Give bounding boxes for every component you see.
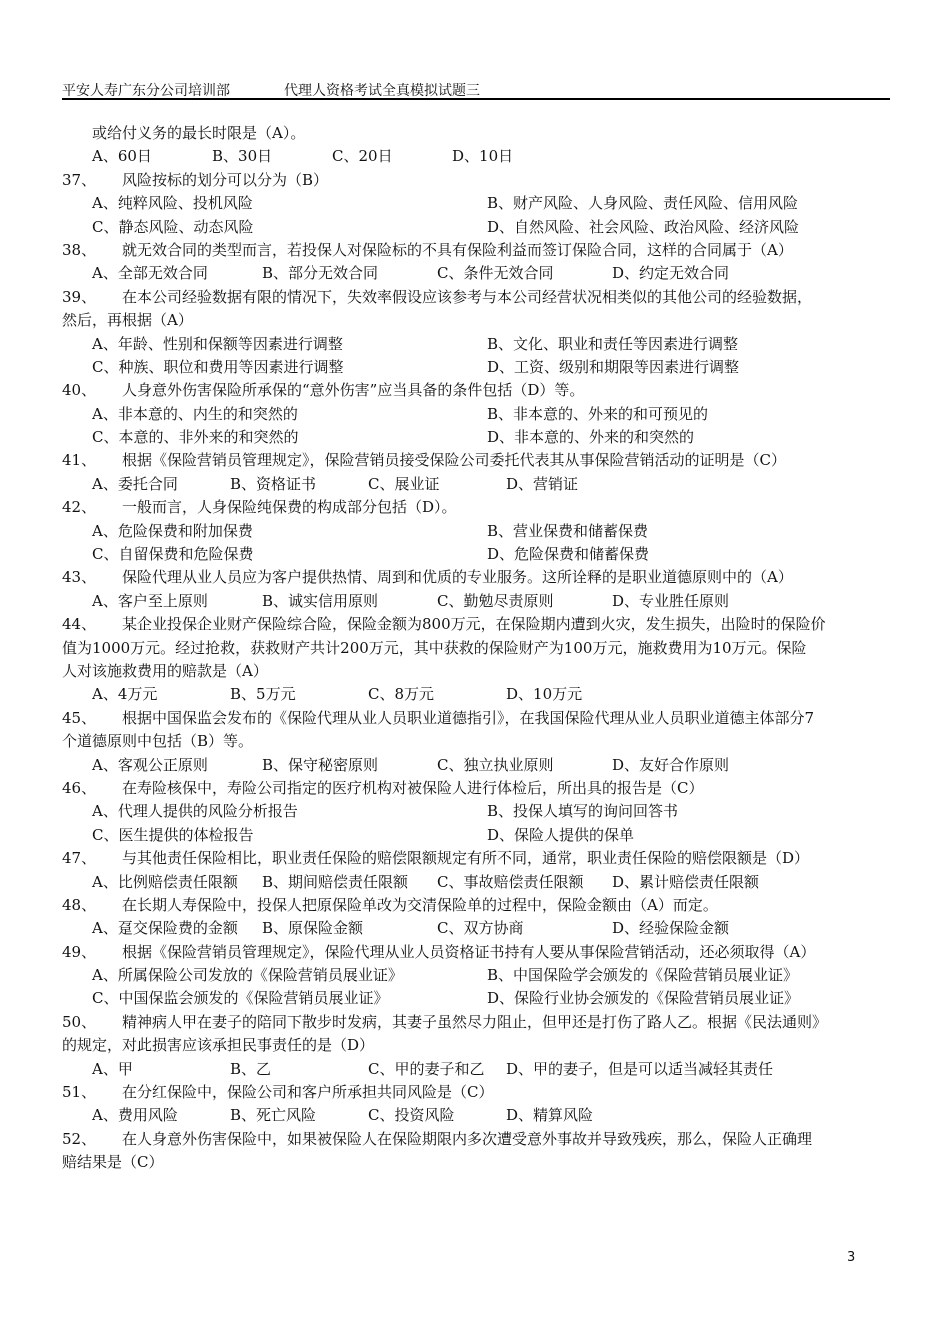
question-text: 在人身意外伤害保险中，如果被保险人在保险期限内多次遭受意外事故并导致残疾，那么，保险人正确理 [122, 1129, 813, 1148]
option: C、中国保监会颁发的《保险营销员展业证》 [92, 989, 389, 1008]
option: A、客观公正原则 [92, 755, 208, 774]
question-stem [62, 239, 890, 262]
option-row [62, 824, 890, 847]
question-list [62, 122, 890, 1175]
question-stem [62, 613, 890, 636]
option: B、投保人填写的询问回答书 [487, 802, 679, 821]
option: B、保守秘密原则 [262, 755, 379, 774]
question-text: 保险代理从业人员应为客户提供热情、周到和优质的专业服务。这所诠释的是职业道德原则中的（A） [122, 568, 793, 587]
option: B、财产风险、人身风险、责任风险、信用风险 [487, 194, 799, 213]
option: C、20日 [332, 147, 393, 166]
question-number: 52、 [62, 1129, 97, 1148]
option-row [62, 1058, 890, 1081]
option: A、年龄、性别和保额等因素进行调整 [92, 334, 343, 353]
question-number: 37、 [62, 170, 97, 189]
question-text: 一般而言，人身保险纯保费的构成部分包括（D）。 [122, 498, 457, 517]
option: C、投资风险 [368, 1106, 455, 1125]
option-row [62, 520, 890, 543]
question-text: 人身意外伤害保险所承保的“意外伤害”应当具备的条件包括（D）等。 [122, 381, 585, 400]
question-number: 46、 [62, 778, 97, 797]
option: A、趸交保险费的金额 [92, 919, 238, 938]
option: A、非本意的、内生的和突然的 [92, 404, 298, 423]
option-row [62, 216, 890, 239]
option: D、非本意的、外来的和突然的 [487, 428, 695, 447]
option: B、5万元 [230, 685, 296, 704]
option: D、营销证 [506, 474, 579, 493]
option-row [62, 964, 890, 987]
question-text-continued: 人对该施救费用的赔款是（A） [62, 662, 268, 680]
option-row [62, 800, 890, 823]
option: A、委托合同 [92, 474, 178, 493]
option-row [62, 473, 890, 496]
question-text: 根据中国保监会发布的《保险代理从业人员职业道德指引》，在我国保险代理从业人员职业道德主体部分7 [122, 708, 815, 727]
option: D、10万元 [506, 685, 583, 704]
option: C、8万元 [368, 685, 435, 704]
option: B、部分无效合同 [262, 264, 379, 283]
option: C、双方协商 [437, 919, 524, 938]
question-number: 47、 [62, 849, 97, 868]
question-number: 40、 [62, 381, 97, 400]
question-number: 39、 [62, 287, 97, 306]
option: C、医生提供的体检报告 [92, 825, 254, 844]
option: B、中国保险学会颁发的《保险营销员展业证》 [487, 966, 799, 985]
option: A、比例赔偿责任限额 [92, 872, 238, 891]
option: B、原保险金额 [262, 919, 364, 938]
page-number: 3 [847, 1250, 856, 1265]
option-row [62, 590, 890, 613]
question-stem [62, 1081, 890, 1104]
option: C、本意的、非外来的和突然的 [92, 428, 299, 447]
question-text-continued: 的规定，对此损害应该承担民事责任的是（D） [62, 1036, 375, 1055]
option: B、死亡风险 [230, 1106, 317, 1125]
question-number: 49、 [62, 942, 97, 961]
option-row [62, 333, 890, 356]
option: D、约定无效合同 [612, 264, 730, 283]
option: D、经验保险金额 [612, 919, 730, 938]
option: A、危险保费和附加保费 [92, 521, 253, 540]
question-stem [62, 894, 890, 917]
option: C、种族、职位和费用等因素进行调整 [92, 357, 344, 376]
question-number: 50、 [62, 1012, 97, 1031]
question-text: 风险按标的划分可以分为（B） [122, 170, 329, 189]
carryover-text: 或给付义务的最长时限是（A）。 [92, 124, 306, 142]
option: C、事故赔偿责任限额 [437, 872, 584, 891]
option: D、甲的妻子，但是可以适当减轻其责任 [506, 1059, 774, 1078]
question-stem [62, 496, 890, 519]
question-text-continued: 值为1000万元。经过抢救，获救财产共计200万元，其中获救的保险财产为100万元，施救费用为10万元。保险 [62, 638, 807, 657]
option: A、费用风险 [92, 1106, 178, 1125]
question-stem [62, 1011, 890, 1034]
question-stem [62, 941, 890, 964]
option: A、纯粹风险、投机风险 [92, 194, 253, 213]
header-org: 平安人寿广东分公司培训部 [62, 83, 230, 99]
question-stem [62, 847, 890, 870]
option: C、静态风险、动态风险 [92, 217, 254, 236]
option-row [62, 917, 890, 940]
option: B、30日 [212, 147, 273, 166]
option: A、全部无效合同 [92, 264, 208, 283]
option: B、诚实信用原则 [262, 591, 379, 610]
option: A、代理人提供的风险分析报告 [92, 802, 298, 821]
question-text: 在寿险核保中，寿险公司指定的医疗机构对被保险人进行体检后，所出具的报告是（C） [122, 778, 704, 797]
question-number: 43、 [62, 568, 97, 587]
option-row [62, 683, 890, 706]
question-number: 51、 [62, 1083, 97, 1102]
question-number: 48、 [62, 895, 97, 914]
option: B、乙 [230, 1059, 272, 1078]
question-number: 38、 [62, 240, 97, 259]
option: C、勤勉尽责原则 [437, 591, 554, 610]
option: B、文化、职业和责任等因素进行调整 [487, 334, 739, 353]
question-number: 45、 [62, 708, 97, 727]
option-row [62, 871, 890, 894]
option: D、精算风险 [506, 1106, 594, 1125]
option: A、4万元 [92, 685, 158, 704]
option: C、条件无效合同 [437, 264, 554, 283]
question-stem [62, 566, 890, 589]
question-stem [62, 169, 890, 192]
option: D、保险行业协会颁发的《保险营销员展业证》 [487, 989, 800, 1008]
question-text: 在分红保险中，保险公司和客户所承担共同风险是（C） [122, 1083, 494, 1102]
question-text-continued: 个道德原则中包括（B）等。 [62, 732, 254, 751]
option-row [62, 754, 890, 777]
question-text-continued: 然后，再根据（A） [62, 311, 193, 330]
option-row [62, 1104, 890, 1127]
option: C、展业证 [368, 474, 440, 493]
option: D、10日 [452, 147, 514, 166]
question-stem [62, 379, 890, 402]
question-text: 与其他责任保险相比，职业责任保险的赔偿限额规定有所不同，通常，职业责任保险的赔偿限额是（D） [122, 849, 810, 868]
option-row [62, 192, 890, 215]
question-stem [62, 1128, 890, 1151]
option: C、自留保费和危险保费 [92, 545, 254, 564]
option-row [62, 543, 890, 566]
question-text: 就无效合同的类型而言，若投保人对保险标的不具有保险利益而签订保险合同，这样的合同属于（A） [122, 240, 793, 259]
page-header [62, 76, 890, 100]
question-number: 41、 [62, 451, 97, 470]
option: D、危险保费和储蓄保费 [487, 545, 650, 564]
question-text: 精神病人甲在妻子的陪同下散步时发病，其妻子虽然尽力阻止，但甲还是打伤了路人乙。根据《民法通则》 [122, 1012, 828, 1031]
header-title: 代理人资格考试全真模拟试题三 [284, 83, 480, 99]
option: D、工资、级别和期限等因素进行调整 [487, 357, 740, 376]
question-text-continued: 赔结果是（C） [62, 1153, 164, 1172]
question-text: 在本公司经验数据有限的情况下，失效率假设应该参考与本公司经营状况相类似的其他公司的经验数据， [122, 287, 813, 306]
option-row [62, 987, 890, 1010]
question-text: 某企业投保企业财产保险综合险，保险金额为800万元，在保险期内遭到火灾，发生损失，出险时的保险价 [122, 615, 826, 634]
option: D、友好合作原则 [612, 755, 730, 774]
option: D、自然风险、社会风险、政治风险、经济风险 [487, 217, 800, 236]
option: B、资格证书 [230, 474, 317, 493]
option-row [62, 356, 890, 379]
option: C、独立执业原则 [437, 755, 554, 774]
option: B、期间赔偿责任限额 [262, 872, 409, 891]
option-row [62, 426, 890, 449]
question-text: 根据《保险营销员管理规定》，保险营销员接受保险公司委托代表其从事保险营销活动的证明是（C） [122, 451, 786, 470]
question-stem [62, 707, 890, 730]
option: D、累计赔偿责任限额 [612, 872, 760, 891]
option: A、60日 [92, 147, 152, 166]
question-stem [62, 286, 890, 309]
question-number: 42、 [62, 498, 97, 517]
question-stem [62, 777, 890, 800]
option: C、甲的妻子和乙 [368, 1059, 485, 1078]
option: A、客户至上原则 [92, 591, 208, 610]
option: A、甲 [92, 1059, 133, 1078]
option-row [62, 262, 890, 285]
option: D、保险人提供的保单 [487, 825, 635, 844]
option: D、专业胜任原则 [612, 591, 730, 610]
option-row [62, 403, 890, 426]
question-number: 44、 [62, 615, 97, 634]
question-stem [62, 449, 890, 472]
option: A、所属保险公司发放的《保险营销员展业证》 [92, 966, 403, 985]
question-text: 在长期人寿保险中，投保人把原保险单改为交清保险单的过程中，保险金额由（A）而定。 [122, 895, 718, 914]
carryover-options [62, 145, 890, 168]
option: B、营业保费和储蓄保费 [487, 521, 649, 540]
question-text: 根据《保险营销员管理规定》，保险代理从业人员资格证书持有人要从事保险营销活动，还必须取得（A） [122, 942, 816, 961]
option: B、非本意的、外来的和可预见的 [487, 404, 709, 423]
